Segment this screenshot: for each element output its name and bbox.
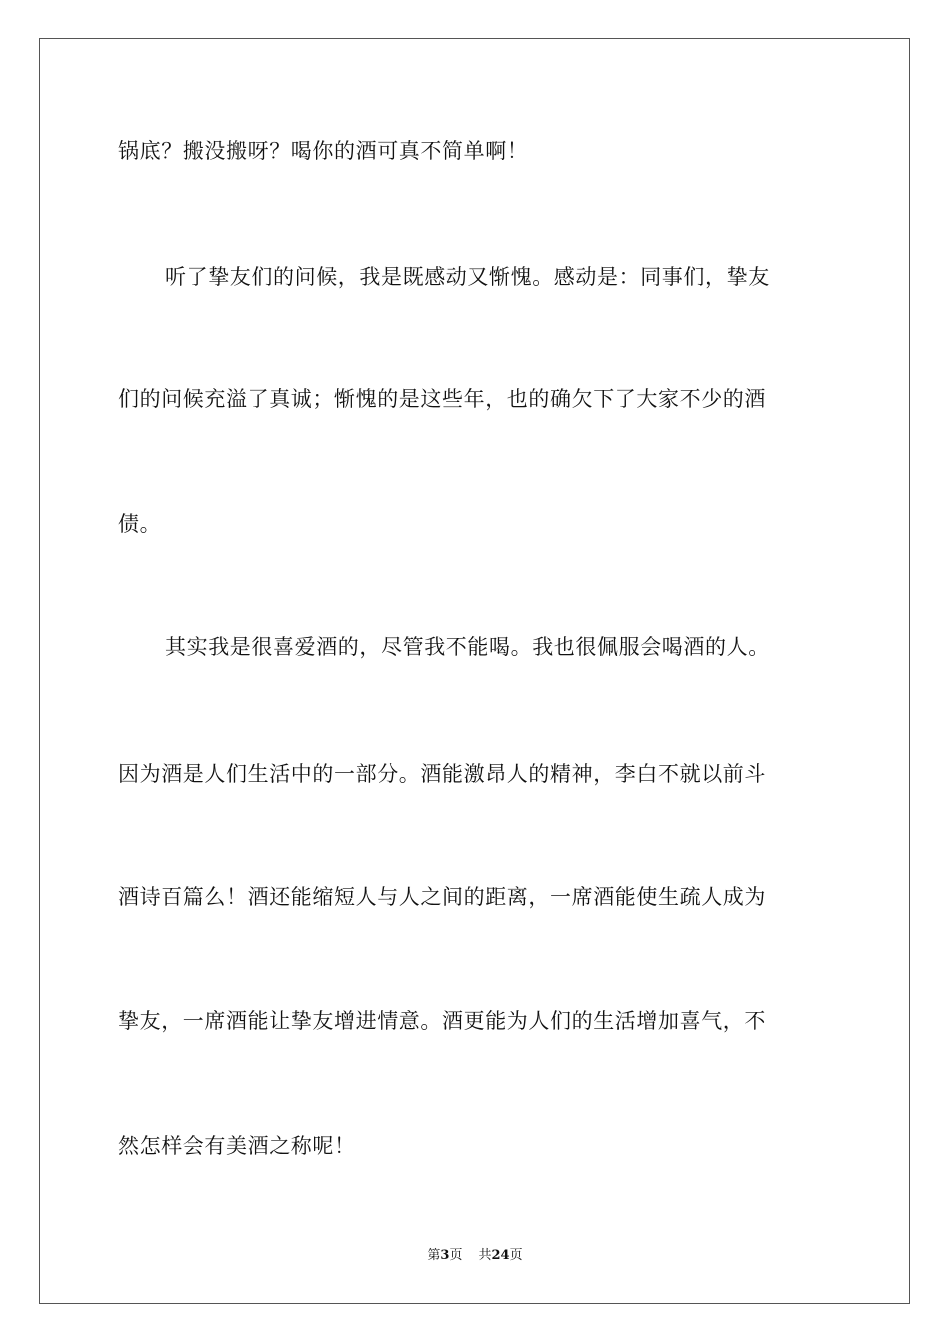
total-prefix: 共 xyxy=(478,1248,492,1263)
paragraph-line: 因为酒是人们生活中的一部分。酒能激昂人的精神，李白不就以前斗 xyxy=(118,762,766,786)
paragraph-line: 债。 xyxy=(118,512,162,536)
total-suffix: 页 xyxy=(509,1248,523,1263)
paragraph-line: 其实我是很喜爱酒的，尽管我不能喝。我也很佩服会喝酒的人。 xyxy=(165,635,770,659)
paragraph-line: 酒诗百篇么！酒还能缩短人与人之间的距离，一席酒能使生疏人成为 xyxy=(118,885,766,909)
page-number: 3 xyxy=(440,1248,450,1263)
paragraph-line: 挚友，一席酒能让挚友增进情意。酒更能为人们的生活增加喜气，不 xyxy=(118,1009,766,1033)
page-footer xyxy=(0,1247,950,1265)
paragraph-line: 锅底？搬没搬呀？喝你的酒可真不简单啊！ xyxy=(118,139,529,163)
paragraph-line: 听了挚友们的问候，我是既感动又惭愧。感动是：同事们，挚友 xyxy=(165,265,770,289)
page-border xyxy=(39,38,910,1304)
total-pages: 24 xyxy=(491,1248,510,1263)
page-suffix: 页 xyxy=(449,1248,463,1263)
page-prefix: 第 xyxy=(427,1248,441,1263)
paragraph-line: 们的问候充溢了真诚；惭愧的是这些年，也的确欠下了大家不少的酒 xyxy=(118,387,766,411)
paragraph-line: 然怎样会有美酒之称呢！ xyxy=(118,1134,356,1158)
